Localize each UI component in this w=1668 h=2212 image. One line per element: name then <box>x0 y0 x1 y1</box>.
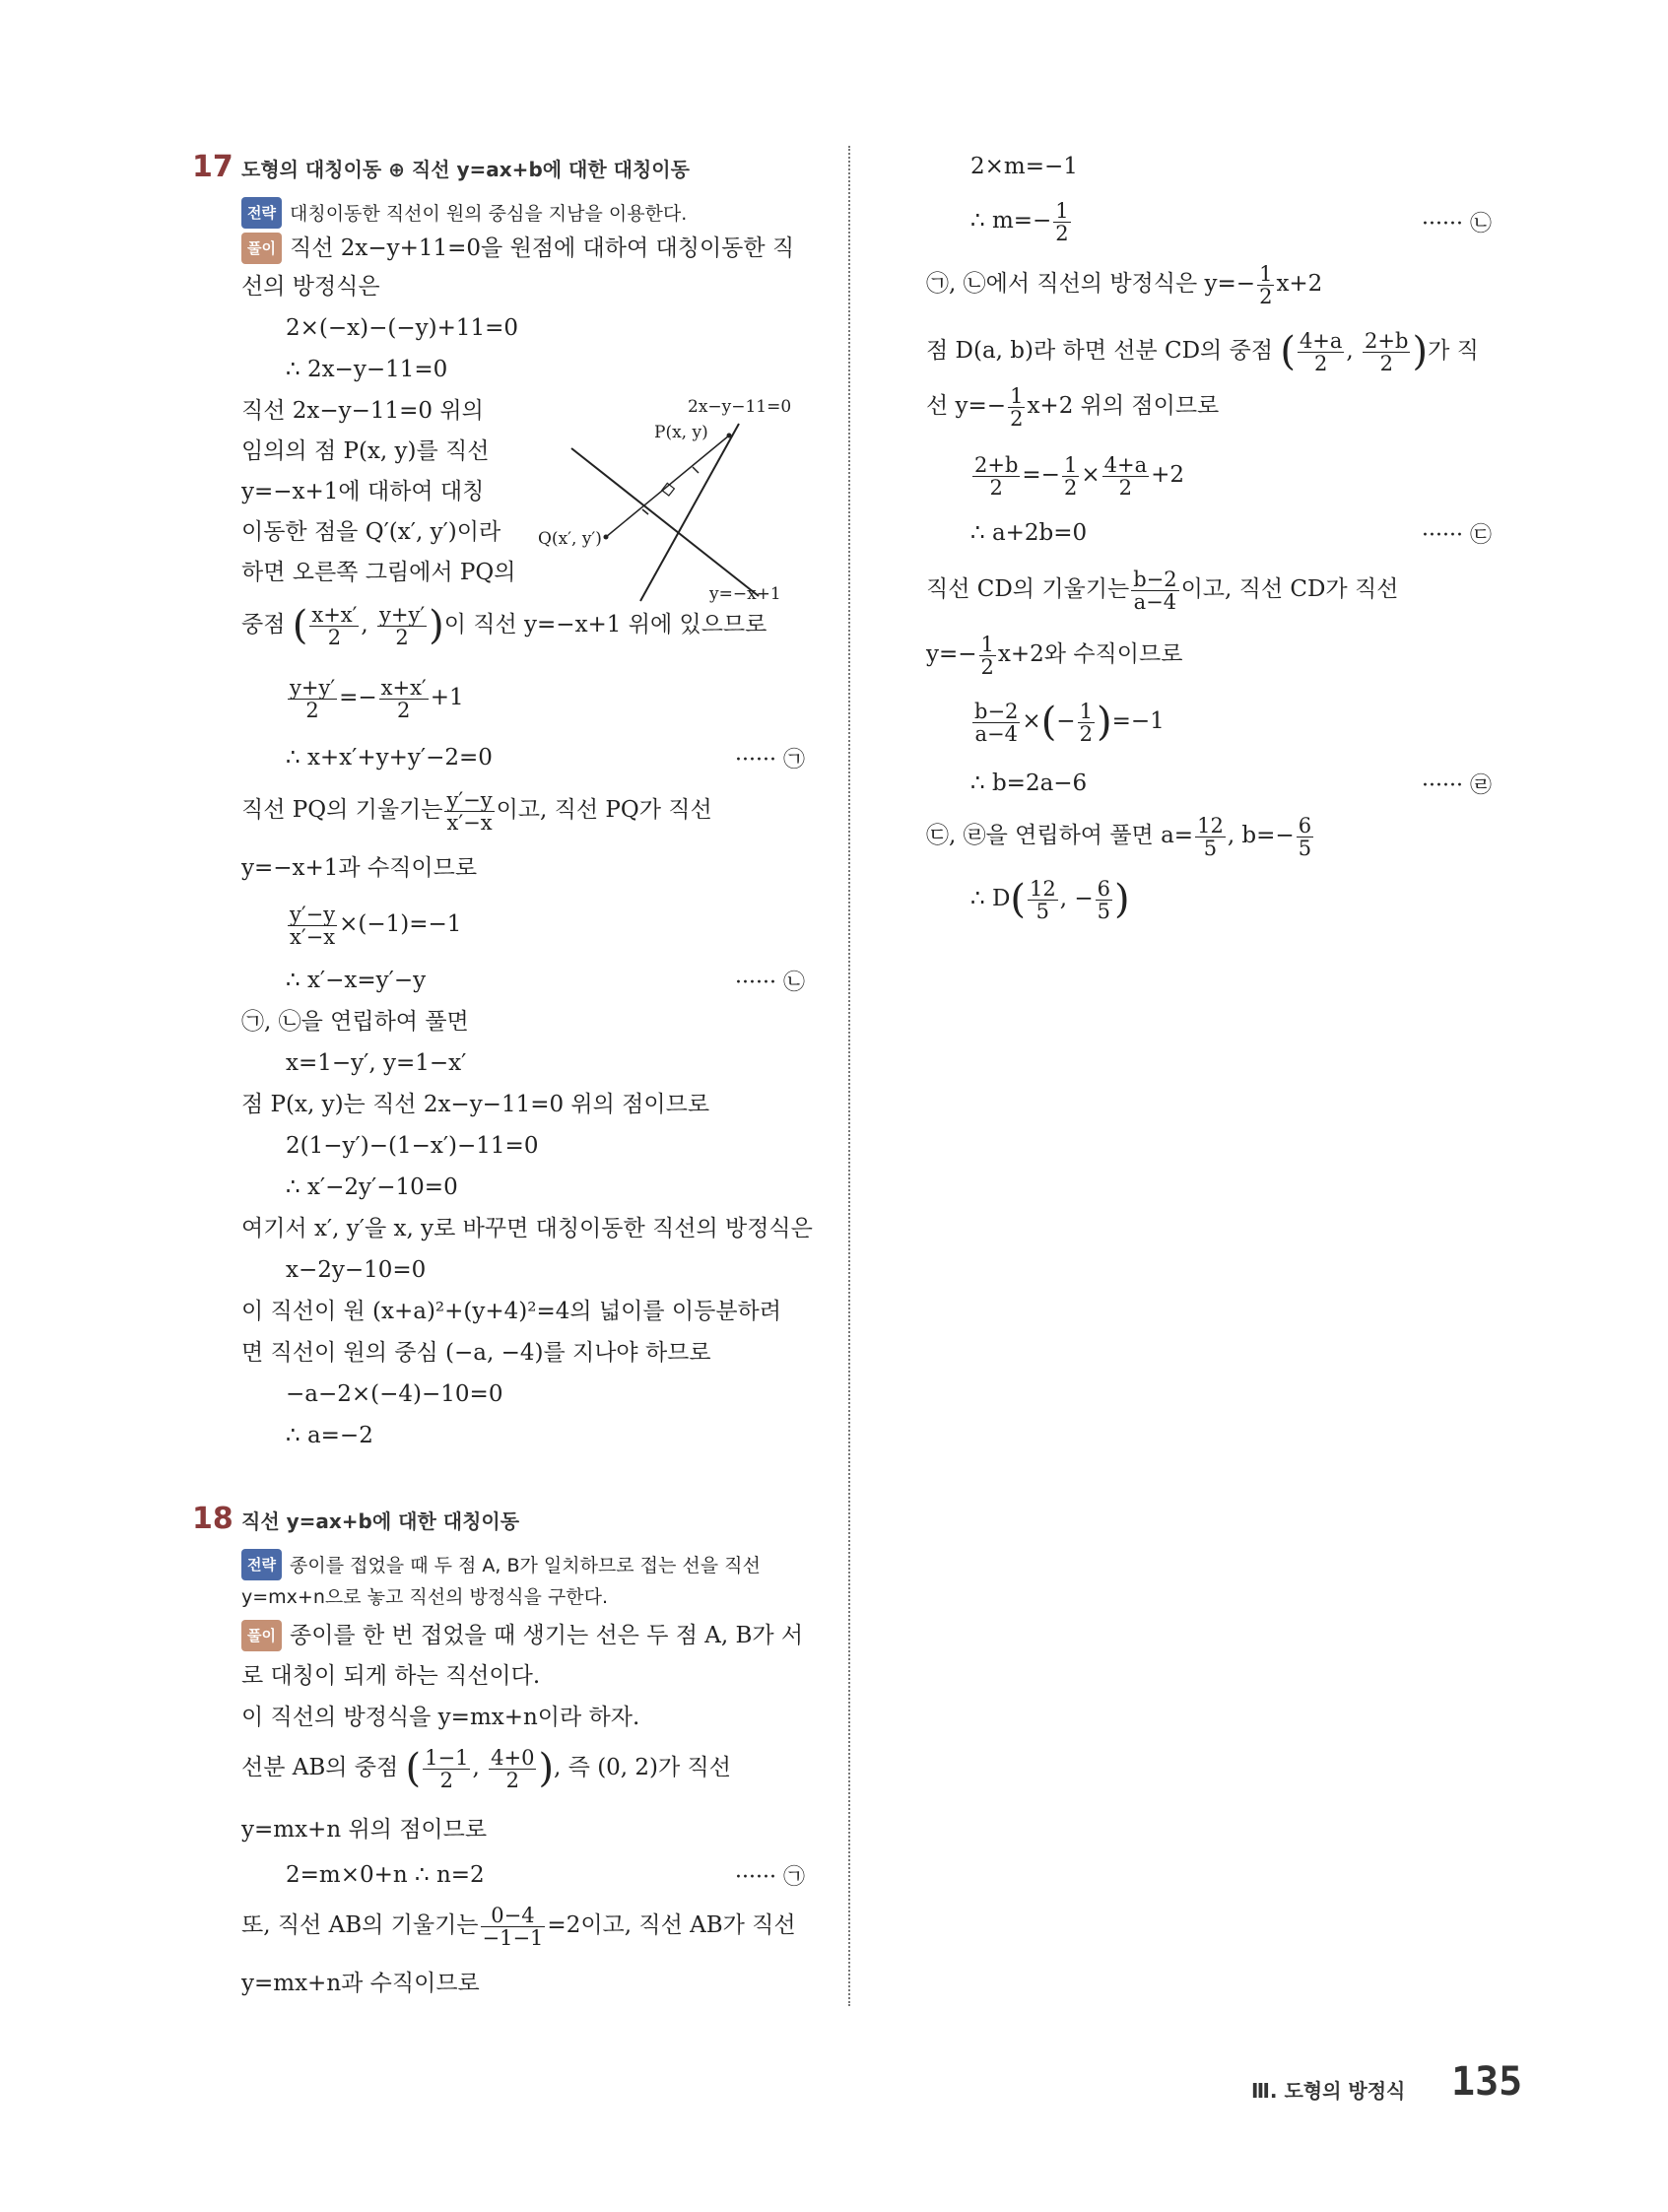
fraction <box>1297 815 1313 859</box>
operator: × <box>1081 462 1101 488</box>
label-q: Q(x′, y′) <box>538 529 602 549</box>
open-paren: ( <box>1040 700 1057 745</box>
strategy-line: y=mx+n으로 놓고 직선의 방정식을 구한다. <box>241 1586 609 1608</box>
numerator: 2+b <box>1365 328 1409 353</box>
midpoint-prefix: 선분 AB의 중점 <box>241 1755 399 1780</box>
solution-badge: 풀이 <box>241 1620 282 1651</box>
text-line: 이 직선의 방정식을 y=mx+n이라 하자. <box>241 1705 640 1730</box>
numerator: 4+a <box>1103 452 1148 477</box>
equation-line: 2×m=−1 <box>970 154 1078 179</box>
numerator: 2+b <box>974 452 1019 477</box>
page-number: 135 <box>1451 2059 1523 2105</box>
text-line: , 즉 (0, 2)가 직선 <box>554 1755 731 1780</box>
text-line: 이고, 직선 CD가 직선 <box>1180 576 1399 602</box>
problem-number: 18 <box>192 1502 234 1536</box>
numerator: 6 <box>1298 813 1312 838</box>
equation-line: ∴ b=2a−6 <box>970 771 1088 796</box>
equation-line: 2×(−x)−(−y)+11=0 <box>286 315 519 341</box>
equation-line: 2=m×0+n ∴ n=2 <box>286 1862 485 1888</box>
denominator: 2 <box>505 1768 519 1792</box>
slope-prefix: 또, 직선 AB의 기울기는 <box>241 1912 479 1938</box>
numerator: 1 <box>1055 198 1069 223</box>
close-paren: ) <box>429 603 444 648</box>
equation-line <box>970 449 1184 501</box>
fraction <box>1053 200 1070 244</box>
operator: − <box>1056 708 1076 734</box>
tick-mark <box>642 509 648 514</box>
text-line <box>926 380 1219 432</box>
numerator: y+y′ <box>290 675 336 700</box>
operator: =− <box>1022 462 1060 488</box>
solution-badge: 풀이 <box>241 233 282 264</box>
operator: × <box>1022 708 1041 734</box>
equation-line: x−2y−10=0 <box>286 1257 427 1283</box>
numerator: b−2 <box>974 699 1019 723</box>
text-line: ∴ m=− <box>970 208 1052 234</box>
fraction <box>1102 454 1149 499</box>
fraction <box>481 1905 546 1949</box>
operator: +2 <box>1151 462 1184 488</box>
marker-1: ······ ㉠ <box>735 748 805 772</box>
equation-line <box>970 195 1073 246</box>
line-y-eq-neg-x-plus-1 <box>571 448 759 596</box>
numerator: 0−4 <box>481 1905 546 1927</box>
text-line: 이 직선 y=−x+1 위에 있으므로 <box>443 612 767 637</box>
text-line: x+2 위의 점이므로 <box>1027 393 1220 419</box>
fraction <box>1131 569 1178 613</box>
strategy-badge: 전략 <box>241 1549 282 1580</box>
denominator: x′−x <box>290 924 336 949</box>
denominator: a−4 <box>1133 589 1177 614</box>
equation-line <box>286 672 464 723</box>
label-line1: 2x−y−11=0 <box>688 397 792 417</box>
equation-line: −a−2×(−4)−10=0 <box>286 1381 503 1407</box>
midpoint-prefix: 중점 <box>241 612 286 637</box>
slope-prefix: 직선 PQ의 기울기는 <box>241 797 443 823</box>
close-paren: ) <box>1096 700 1112 745</box>
reflection-figure <box>532 394 828 611</box>
open-paren: ( <box>292 603 308 648</box>
equation-line: ∴ a=−2 <box>286 1423 373 1448</box>
numerator: 1 <box>980 632 994 656</box>
denominator: 2 <box>396 698 411 722</box>
numerator: 6 <box>1097 876 1111 901</box>
text-line: x+2 <box>1276 271 1323 297</box>
close-paren: ) <box>1412 329 1429 374</box>
denominator: x′−x <box>446 810 493 835</box>
text-line: 선 y=− <box>926 393 1007 419</box>
marker-1: ······ ㉠ <box>735 1865 805 1890</box>
text-line: 직선 2x−y−11=0 위의 <box>241 398 484 424</box>
text-line: 점 D(a, b)라 하면 선분 CD의 중점 ( $\frac{4+a}{2}$ , $\frac{2+b}{2}$ )가 직 <box>926 328 1479 375</box>
equation-line: ∴ x′−2y′−10=0 <box>286 1174 458 1200</box>
text-line: ㉠, ㉡을 연립하여 풀면 <box>241 1009 469 1035</box>
equation-line: ∴ a+2b=0 <box>970 520 1088 546</box>
fraction <box>423 1747 470 1791</box>
fraction <box>1008 385 1025 430</box>
fraction <box>1298 330 1344 374</box>
denominator: 5 <box>1035 899 1050 923</box>
numerator: x+x′ <box>380 675 427 700</box>
close-paren: ) <box>1114 877 1130 922</box>
text-line: 선의 방정식은 <box>241 274 380 300</box>
numerator: y′−y <box>446 787 493 812</box>
fraction <box>377 604 427 648</box>
fraction <box>288 904 337 948</box>
equation-line: ∴ 2x−y−11=0 <box>286 357 448 382</box>
answer-line <box>970 873 1130 925</box>
numerator: 1 <box>1010 383 1024 408</box>
fraction <box>1062 454 1079 499</box>
equation-line: x=1−y′, y=1−x′ <box>286 1050 467 1076</box>
text-line: 점 P(x, y)는 직선 2x−y−11=0 위의 점이므로 <box>241 1092 710 1117</box>
marker-2: ······ ㉡ <box>1422 212 1492 236</box>
equation-line <box>970 696 1165 748</box>
segment-pq <box>606 436 729 537</box>
text-line <box>926 258 1322 309</box>
tick-mark <box>693 467 699 473</box>
numerator: 12 <box>1030 876 1056 901</box>
text-line: y=mx+n 위의 점이므로 <box>241 1817 488 1843</box>
marker-3: ······ ㉢ <box>1422 523 1492 548</box>
text-line: ×(−1)=−1 <box>339 911 462 937</box>
text-line: ㉠, ㉡에서 직선의 방정식은 y=− <box>926 271 1256 297</box>
fraction <box>288 677 337 721</box>
text-line: y=−x+1에 대하여 대칭 <box>241 479 485 504</box>
fraction <box>444 789 494 834</box>
denominator: 2 <box>1259 284 1273 308</box>
line-2x-y-11 <box>640 424 739 601</box>
text-line <box>926 629 1182 680</box>
denominator: 2 <box>980 654 994 679</box>
slope-line <box>926 564 1398 615</box>
numerator: 4+0 <box>491 1745 535 1770</box>
numerator: 12 <box>1197 813 1224 838</box>
text-line: 직선 CD의 기울기는 <box>926 576 1130 602</box>
denominator: 2 <box>1079 721 1093 746</box>
text-line: ∴ D <box>970 886 1011 911</box>
text-line: 이고, 직선 PQ가 직선 <box>496 797 712 823</box>
numerator: x+x′ <box>311 602 358 627</box>
solution-line <box>241 1620 803 1651</box>
denominator: 2 <box>305 698 319 722</box>
point-q <box>604 535 609 540</box>
marker-4: ······ ㉣ <box>1422 773 1492 798</box>
marker-2: ······ ㉡ <box>735 971 805 995</box>
text-line: 면 직선이 원의 중심 (−a, −4)를 지나야 하므로 <box>241 1340 711 1366</box>
label-p: P(x, y) <box>654 423 708 442</box>
point-p <box>727 434 732 438</box>
numerator: y+y′ <box>379 602 426 627</box>
text-line: 가 직 <box>1428 338 1479 364</box>
equation-line <box>286 899 461 950</box>
text-line: y=mx+n과 수직이므로 <box>241 1971 480 1996</box>
text-line: y=− <box>926 641 977 667</box>
denominator: 2 <box>439 1768 453 1792</box>
fraction <box>1028 878 1058 922</box>
denominator: 2 <box>989 475 1003 500</box>
open-paren: ( <box>1280 329 1296 374</box>
denominator: 5 <box>1203 836 1218 860</box>
strategy-text: 종이를 접었을 때 두 점 A, B가 일치하므로 접는 선을 직선 <box>289 1555 761 1576</box>
numerator: 1 <box>1079 699 1093 723</box>
text-line: 직선 2x−y+11=0을 원점에 대하여 대칭이동한 직 <box>289 235 795 261</box>
text-line: 로 대칭이 되게 하는 직선이다. <box>241 1663 541 1689</box>
denominator: 2 <box>1118 475 1133 500</box>
fraction <box>1257 263 1274 307</box>
fraction <box>1195 815 1226 859</box>
text-line: 점 D(a, b)라 하면 선분 CD의 중점 <box>926 338 1274 364</box>
problem-title: 직선 y=ax+b에 대한 대칭이동 <box>241 1509 520 1533</box>
text-line: 임의의 점 P(x, y)를 직선 <box>241 438 490 464</box>
section-title: Ⅲ. 도형의 방정식 <box>1251 2079 1406 2103</box>
numerator: 1−1 <box>425 1745 469 1770</box>
strategy-line <box>241 197 687 229</box>
column-divider <box>848 146 850 2006</box>
fraction <box>972 454 1020 499</box>
denominator: 5 <box>1097 899 1111 923</box>
problem-title: 도형의 대칭이동 ⊕ 직선 y=ax+b에 대한 대칭이동 <box>241 158 690 181</box>
label-line2: y=−x+1 <box>709 584 781 604</box>
text-line: 여기서 x′, y′을 x, y로 바꾸면 대칭이동한 직선의 방정식은 <box>241 1216 813 1241</box>
denominator: 2 <box>1010 406 1024 431</box>
operator: =− <box>339 685 377 710</box>
equation-line: ∴ x′−x=y′−y <box>286 968 427 993</box>
text-line: =2이고, 직선 AB가 직선 <box>547 1912 796 1938</box>
text-line: x+2와 수직이므로 <box>997 641 1183 667</box>
text-line: 이동한 점을 Q′(x′, y′)이라 <box>241 519 501 545</box>
fraction <box>489 1747 536 1791</box>
fraction <box>379 677 429 721</box>
text-line: 종이를 한 번 접었을 때 생기는 선은 두 점 A, B가 서 <box>289 1623 804 1648</box>
midpoint-line: 중점 ( $\frac{x+x'}{2}$ , $\frac{y+y'}{2}$ )이 직선 y=−x+1 위에 있으므로 <box>241 602 767 649</box>
strategy-line <box>241 1549 761 1580</box>
operator: +1 <box>430 685 464 710</box>
slope-line <box>241 1900 796 1951</box>
close-paren: ) <box>538 1746 555 1791</box>
denominator: 2 <box>1055 221 1069 245</box>
fraction <box>309 604 359 648</box>
numerator: 1 <box>1259 261 1273 286</box>
fraction <box>972 701 1020 745</box>
text-line: ㉢, ㉣을 연립하여 풀면 a= <box>926 823 1194 848</box>
problem-number: 17 <box>192 150 234 184</box>
fraction <box>1078 701 1095 745</box>
denominator: 2 <box>327 625 342 649</box>
fraction <box>979 634 996 678</box>
denominator: 2 <box>1063 475 1078 500</box>
denominator: 5 <box>1298 836 1312 860</box>
strategy-badge: 전략 <box>241 197 282 229</box>
text-line: y=−x+1과 수직이므로 <box>241 855 478 881</box>
numerator: b−2 <box>1133 567 1177 591</box>
equation-line: 2(1−y′)−(1−x′)−11=0 <box>286 1133 539 1159</box>
strategy-text: 대칭이동한 직선이 원의 중심을 지남을 이용한다. <box>289 203 688 225</box>
text-line: 하면 오른쪽 그림에서 PQ의 <box>241 560 516 585</box>
fraction <box>1096 878 1112 922</box>
text-line: 이 직선이 원 (x+a)²+(y+4)²=4의 넓이를 이등분하려 <box>241 1299 781 1324</box>
text-line <box>926 810 1315 861</box>
denominator: 2 <box>1379 351 1393 375</box>
text-line: , b=− <box>1227 823 1295 848</box>
open-paren: ( <box>405 1746 422 1791</box>
denominator: a−4 <box>974 721 1018 746</box>
open-paren: ( <box>1010 877 1026 922</box>
operator: =−1 <box>1111 708 1165 734</box>
solution-line <box>241 233 794 264</box>
numerator: 1 <box>1063 452 1078 477</box>
midpoint-line: 선분 AB의 중점 ( $\frac{1-1}{2}$ , $\frac{4+0}{2}$ ), 즉 (0, 2)가 직선 <box>241 1745 731 1792</box>
numerator: y′−y <box>290 902 336 926</box>
fraction <box>1363 330 1410 374</box>
operator: , − <box>1059 886 1094 911</box>
slope-line <box>241 784 712 836</box>
figure-svg <box>532 394 828 611</box>
denominator: −1−1 <box>482 1925 544 1950</box>
numerator: 4+a <box>1299 328 1343 353</box>
denominator: 2 <box>395 625 409 649</box>
equation-line: ∴ x+x′+y+y′−2=0 <box>286 745 493 771</box>
denominator: 2 <box>1313 351 1328 375</box>
